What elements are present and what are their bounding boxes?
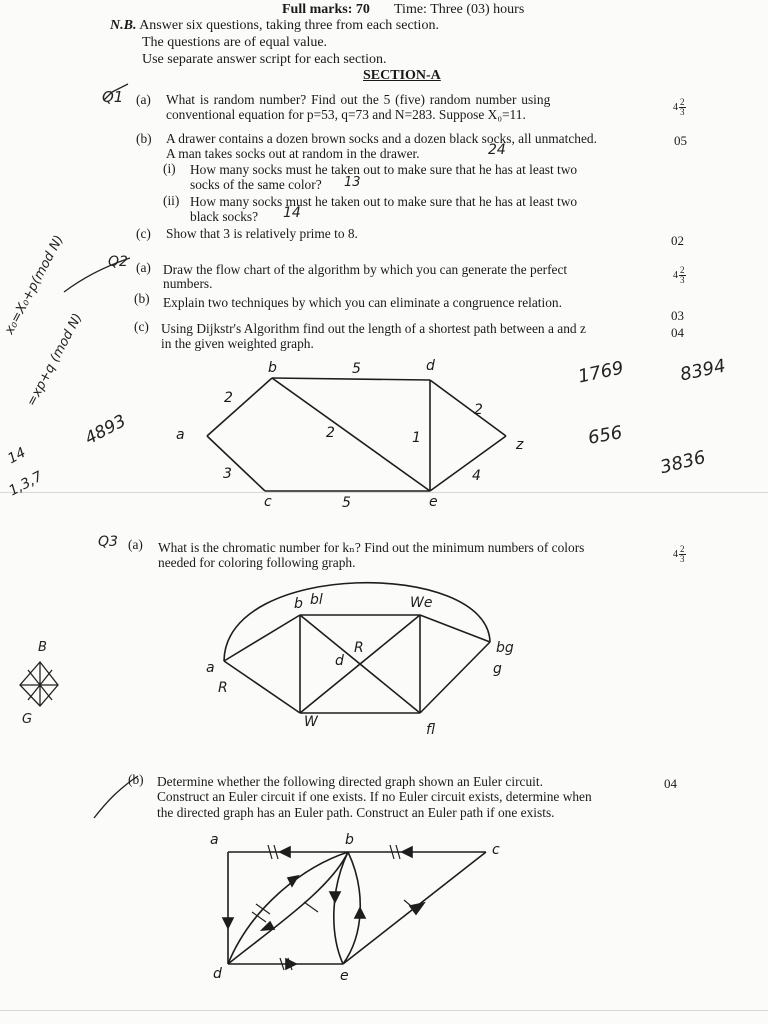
- q3-b-tag: (b): [128, 772, 144, 787]
- edge-d-b-upper: [228, 852, 348, 964]
- note-separate-script: Use separate answer script for each section.: [142, 52, 387, 67]
- q2-b-marks: 03: [671, 308, 684, 323]
- weight-a-b: 2: [224, 390, 233, 406]
- q2-a-tag: (a): [136, 260, 151, 275]
- color-note-a: R: [218, 680, 228, 696]
- q2-c-text-2: in the given weighted graph.: [161, 336, 314, 351]
- q2-label: Q2: [108, 254, 128, 270]
- q1-b-i-tag: (i): [163, 161, 176, 176]
- nb-instruction: Answer six questions, taking three from each section.: [139, 18, 439, 33]
- q2-a-marks: 4 $\frac{2}{3}$: [673, 265, 685, 285]
- weight-b-d: 5: [352, 361, 361, 377]
- q1-c-tag: (c): [136, 226, 151, 241]
- arrow-head: [262, 922, 274, 930]
- mini-label-g: G: [22, 712, 33, 727]
- arrow-head: [402, 847, 412, 857]
- handwritten-formula-2: =xp+q (mod N): [24, 311, 86, 410]
- vertex-a-label: a: [206, 660, 215, 676]
- vertex-c-label: c: [264, 494, 272, 510]
- nb-label: N.B.: [110, 18, 137, 33]
- arrow-head: [223, 918, 233, 928]
- q1-c-text: Show that 3 is relatively prime to 8.: [166, 226, 358, 241]
- section-title: SECTION-A: [363, 68, 441, 83]
- note-equal-value: The questions are of equal value.: [142, 35, 328, 50]
- q3-a-text-1: What is the chromatic number for kₙ? Find out the minimum numbers of colors: [158, 540, 585, 555]
- color-note-f: fl: [426, 722, 436, 738]
- weight-d-z: 2: [474, 402, 483, 418]
- q1-b-text-1: A drawer contains a dozen brown socks and a dozen black socks, all unmatched.: [166, 131, 597, 146]
- handwritten-cross-marks: [252, 845, 418, 970]
- q1-b-ii-text-1: How many socks must he taken out to make sure that he has at least two: [190, 194, 578, 209]
- q2-c-tag: (c): [134, 319, 149, 334]
- q1-label: Q1: [102, 88, 124, 106]
- handwritten-656: 656: [586, 422, 624, 449]
- color-note-b: bl: [310, 592, 323, 608]
- q1-b-i-text-2: socks of the same color?: [190, 177, 322, 192]
- q3-a-tag: (a): [128, 537, 143, 552]
- color-note-e: We: [410, 595, 433, 611]
- q1-b-ii-text-2: black socks?: [190, 209, 259, 224]
- vertex-a-label: a: [210, 832, 219, 848]
- vertex-a-label: a: [176, 427, 185, 443]
- handwritten-sequence: 1,3,7: [6, 468, 46, 500]
- q3-b-text-1: Determine whether the following directed graph shown an Euler circuit.: [157, 774, 543, 789]
- q2-a-text-1: Draw the flow chart of the algorithm by which you can generate the perfect: [163, 262, 568, 277]
- color-note-d: R: [354, 640, 364, 656]
- edge-b-d-lower: [228, 852, 348, 964]
- q1-a-tag: (a): [136, 92, 151, 107]
- arrow-head: [280, 847, 290, 857]
- q2-a-text-2: numbers.: [163, 276, 213, 291]
- arrow-head: [410, 903, 424, 914]
- vertex-g-label: g: [493, 661, 502, 677]
- q1-b-tag: (b): [136, 131, 152, 146]
- q3-b-text-2: Construct an Euler circuit if one exists. If no Euler circuit exists, determine when: [157, 789, 592, 804]
- mini-label-b: B: [38, 640, 47, 655]
- color-note-c: W: [304, 714, 318, 730]
- edge-e-b-right: [343, 852, 360, 964]
- q1-b-text-2: A man takes socks out at random in the drawer.: [166, 146, 420, 161]
- edge-b-e-left: [334, 852, 348, 964]
- color-note-g: bg: [496, 640, 514, 656]
- q3-a-text-2: needed for coloring following graph.: [158, 555, 356, 570]
- weight-e-z: 4: [472, 468, 481, 484]
- handwritten-14-b: 14: [283, 205, 301, 221]
- weight-d-e: 1: [412, 430, 421, 446]
- weight-c-e: 5: [342, 495, 351, 511]
- q2-b-text: Explain two techniques by which you can eliminate a congruence relation.: [163, 295, 562, 310]
- vertex-e-label: e: [340, 968, 349, 984]
- q3-label: Q3: [98, 534, 118, 550]
- handwritten-formula-1: x₀=X₀+p(mod N): [2, 232, 67, 338]
- handwritten-13: 13: [344, 175, 361, 190]
- q1-b-i-text-1: How many socks must he taken out to make sure that he has at least two: [190, 162, 578, 177]
- handwritten-14: 14: [5, 444, 29, 468]
- full-marks: Full marks: 70: [282, 2, 370, 17]
- exam-time: Time: Three (03) hours: [394, 2, 525, 17]
- q2-b-tag: (b): [134, 291, 150, 306]
- q1-b-ii-tag: (ii): [163, 193, 180, 208]
- vertex-e-label: e: [429, 494, 438, 510]
- handwritten-24: 24: [488, 142, 506, 158]
- arrow-head: [330, 892, 340, 902]
- weight-b-e: 2: [326, 425, 335, 441]
- q1-b-marks: 05: [674, 133, 687, 148]
- q2-c-text-1: Using Dijkstr's Algorithm find out the length of a shortest path between a and z: [161, 321, 586, 336]
- q3-b-text-3: the directed graph has an Euler path. Construct an Euler path if one exists.: [157, 805, 555, 820]
- vertex-b-label: b: [345, 832, 354, 848]
- vertex-c-label: c: [492, 842, 500, 858]
- q1-a-text-1: What is random number? Find out the 5 (five) random number using: [166, 92, 551, 107]
- q1-c-marks: 02: [671, 233, 684, 248]
- q1-a-marks: 4 $\frac{2}{3}$: [673, 97, 685, 117]
- arrow-head: [355, 908, 365, 918]
- vertex-b-label: b: [268, 360, 277, 376]
- q2-c-marks: 04: [671, 325, 684, 340]
- handwritten-8394: 8394: [678, 355, 728, 386]
- q1-a-text-2: conventional equation for p=53, q=73 and N=283. Suppose X₀=11.: [166, 107, 526, 122]
- vertex-b-label: b: [294, 596, 303, 612]
- handwritten-1769: 1769: [576, 357, 626, 388]
- vertex-d-label: d: [335, 653, 344, 669]
- vertex-z-label: z: [516, 437, 524, 453]
- handwritten-4893: 4893: [81, 411, 130, 449]
- weight-a-c: 3: [223, 466, 232, 482]
- q3-a-marks: 4 $\frac{2}{3}$: [673, 544, 685, 564]
- vertex-d-label: d: [213, 966, 222, 982]
- handwritten-3836: 3836: [658, 446, 708, 479]
- vertex-d-label: d: [426, 358, 435, 374]
- q3-b-marks: 04: [664, 776, 677, 791]
